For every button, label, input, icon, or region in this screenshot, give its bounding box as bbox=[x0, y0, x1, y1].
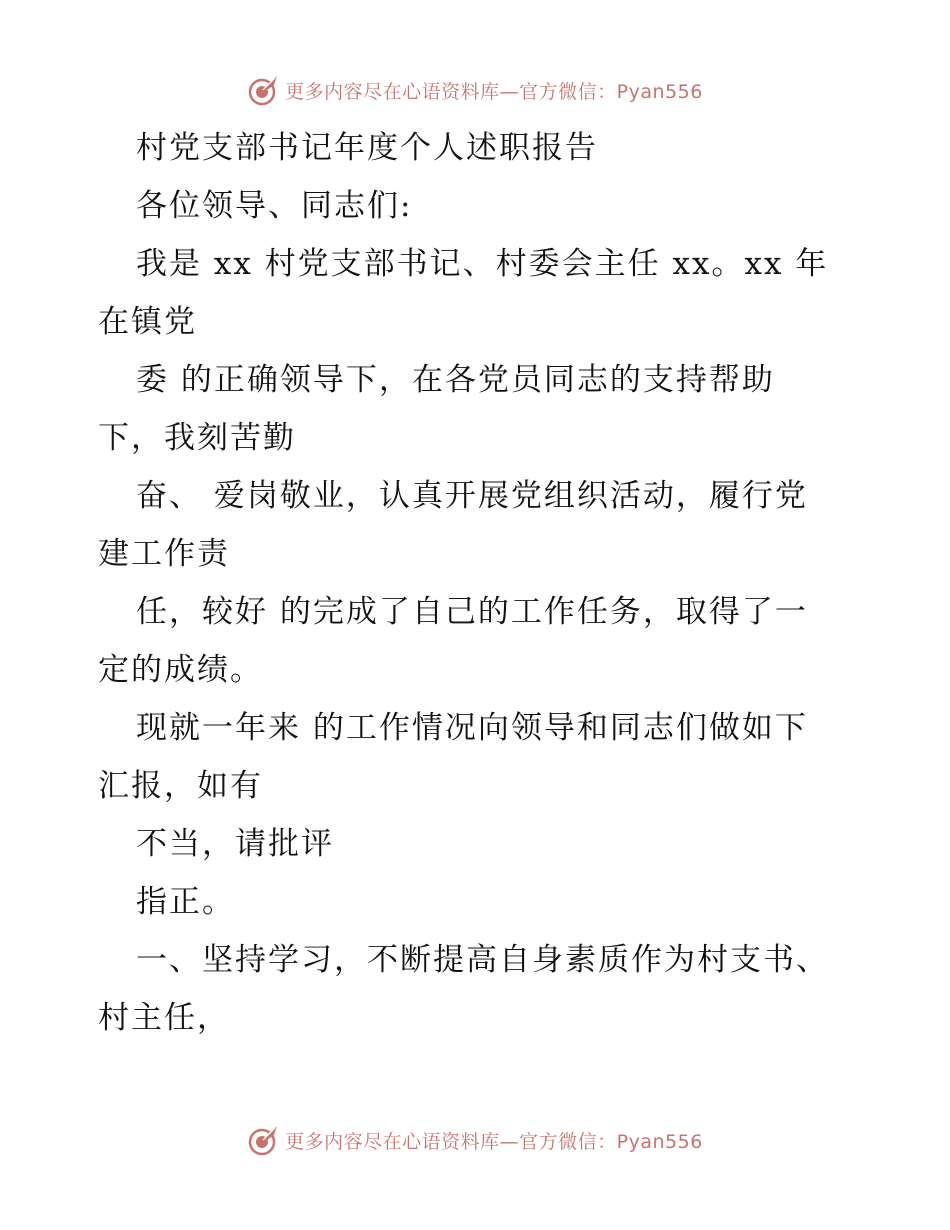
text-line: 建工作责 bbox=[98, 536, 230, 572]
text-line: 奋、 爱岗敬业，认真开展党组织活动，履行党 bbox=[136, 478, 808, 514]
text-line: 我是 xx 村党支部书记、村委会主任 xx。xx 年 bbox=[136, 246, 829, 282]
text-line: 村主任， bbox=[98, 1000, 230, 1036]
watermark-wechat-id: Pyan556 bbox=[616, 80, 703, 103]
watermark-text: 更多内容尽在心语资料库—官方微信：Pyan556 bbox=[285, 80, 703, 103]
quill-logo-icon bbox=[247, 1123, 281, 1157]
header-watermark bbox=[0, 70, 950, 110]
text-line: 现就一年来 的工作情况向领导和同志们做如下 bbox=[136, 710, 808, 746]
text-line: 任，较好 的完成了自己的工作任务，取得了一 bbox=[136, 594, 808, 630]
text-line: 委 的正确领导下，在各党员同志的支持帮助 bbox=[136, 362, 775, 398]
text-line: 指正。 bbox=[136, 884, 235, 920]
watermark-text: 更多内容尽在心语资料库—官方微信：Pyan556 bbox=[285, 1130, 703, 1153]
salutation-line: 各位领导、同志们: bbox=[136, 188, 413, 224]
text-line: 汇报，如有 bbox=[98, 768, 263, 804]
quill-logo-icon bbox=[247, 73, 281, 107]
footer-watermark bbox=[0, 1120, 950, 1160]
text-line: 在镇党 bbox=[98, 304, 197, 340]
watermark-wechat-id: Pyan556 bbox=[616, 1130, 703, 1153]
text-line: 定的成绩。 bbox=[98, 652, 263, 688]
section-heading-line: 一、坚持学习，不断提高自身素质作为村支书、 bbox=[136, 942, 829, 978]
text-line: 下，我刻苦勤 bbox=[98, 420, 296, 456]
document-title: 村党支部书记年度个人述职报告 bbox=[136, 130, 598, 166]
text-line: 不当，请批评 bbox=[136, 826, 334, 862]
